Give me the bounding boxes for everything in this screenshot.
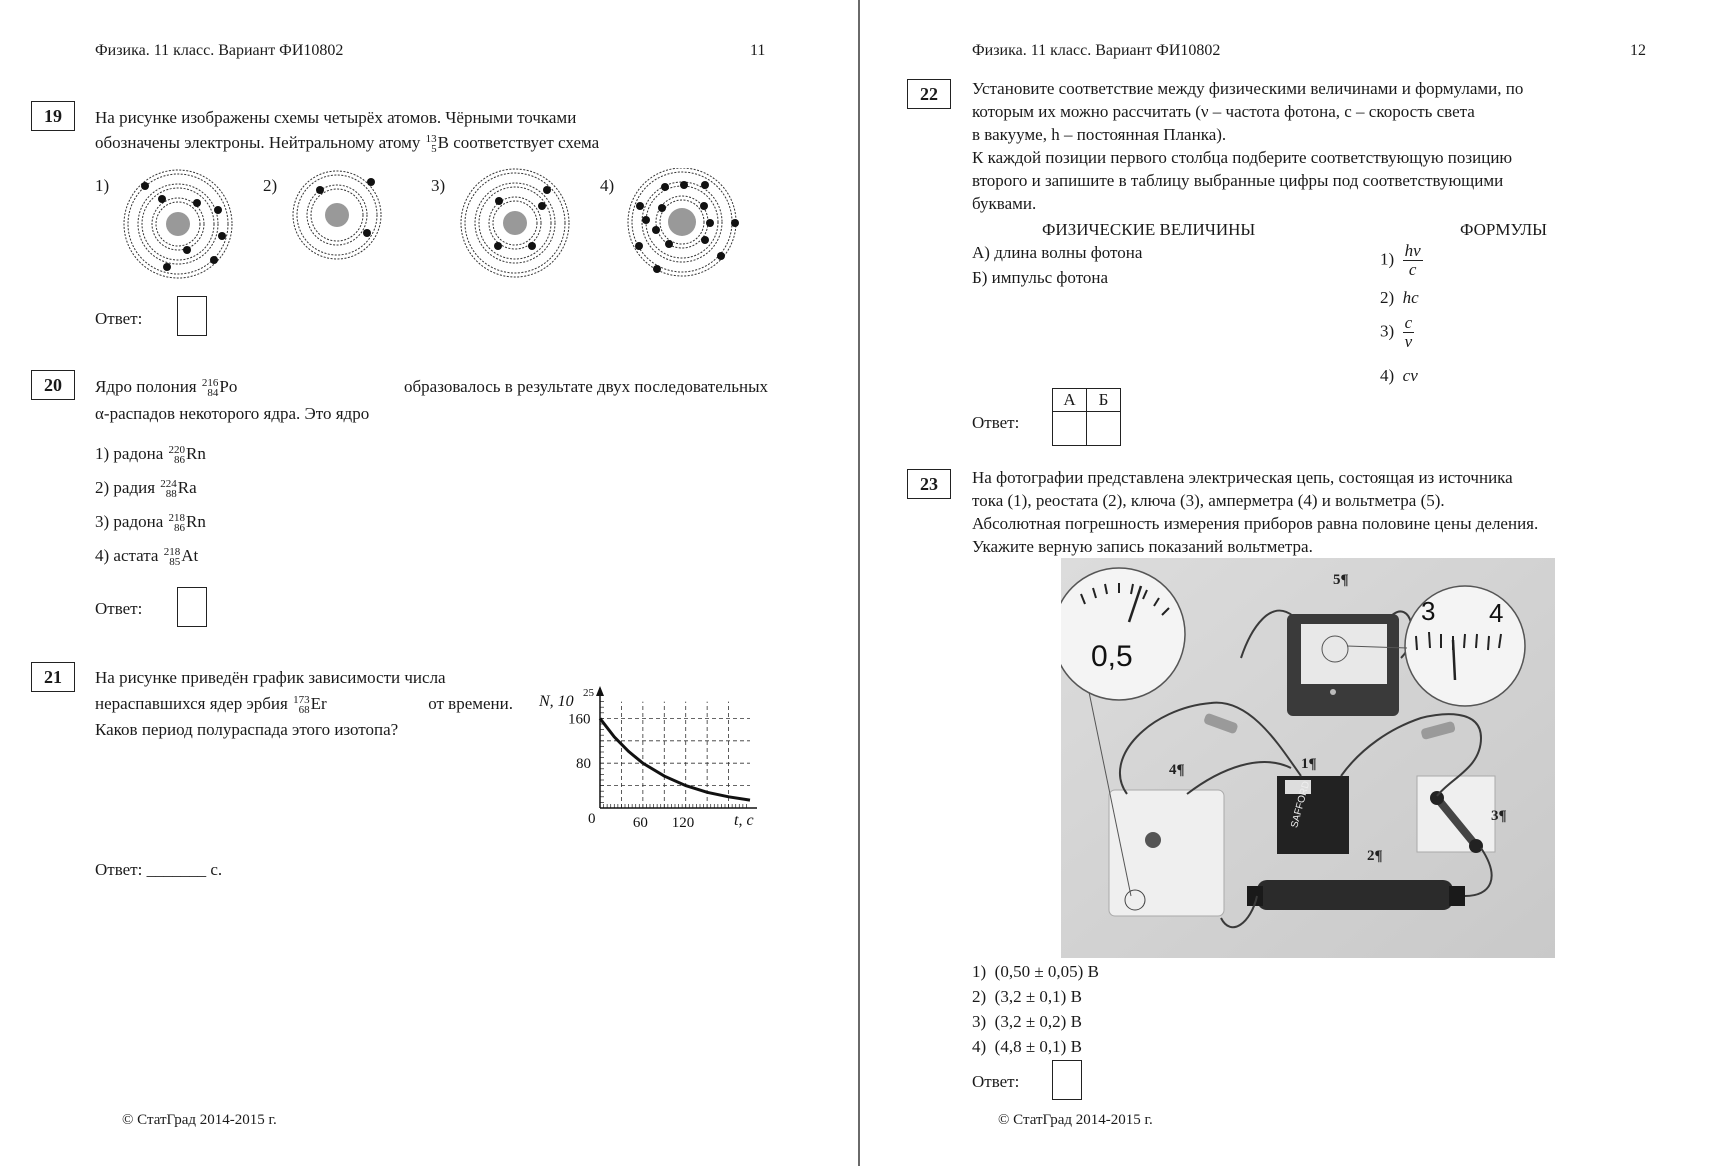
atom-diagram-2 bbox=[292, 168, 386, 262]
answer-box-19[interactable] bbox=[177, 296, 207, 336]
x-tick-label: 0 bbox=[588, 811, 596, 827]
formula-4: 4) cν bbox=[1380, 366, 1418, 385]
answer-table-22 bbox=[1052, 388, 1121, 446]
atom-diagram-1 bbox=[120, 168, 240, 282]
formula-1: 1) $\frac{h\nu}{c}$ bbox=[1380, 241, 1421, 279]
option-3: 3) (3,2 ± 0,2) В bbox=[972, 1012, 1082, 1031]
label-1: 1¶ bbox=[1301, 756, 1317, 772]
option-4: 4) (4,8 ± 0,1) В bbox=[972, 1037, 1082, 1056]
q23-line4: Укажите верную запись показаний вольтметра. bbox=[972, 537, 1313, 556]
q21-text-start: нераспавшихся ядер эрбия bbox=[95, 694, 288, 713]
option-3: 3) радона 218 86 Rn bbox=[95, 512, 206, 535]
formula-2: 2) hc bbox=[1380, 288, 1419, 307]
q19-text-end: соответствует схема bbox=[453, 133, 600, 152]
q23-line2: тока (1), реостата (2), ключа (3), амперметра (4) и вольтметра (5). bbox=[972, 491, 1445, 510]
question-number: 21 bbox=[31, 662, 75, 692]
answer-label: Ответ: bbox=[972, 413, 1020, 432]
atom-diagram-3 bbox=[458, 168, 574, 282]
x-tick-label: 120 bbox=[671, 815, 695, 830]
q22-p1-line3: в вакууме, h – постоянная Планка). bbox=[972, 125, 1227, 144]
decay-chart bbox=[535, 684, 757, 830]
y-axis-arrow bbox=[596, 686, 604, 696]
question-number: 19 bbox=[31, 101, 75, 131]
option-4: 4) астата 218 85 At bbox=[95, 546, 199, 569]
q22-p2-line2: второго и запишите в таблицу выбранные цифры под соответствующими bbox=[972, 171, 1504, 190]
answer-label: Ответ: bbox=[95, 599, 143, 618]
footer: © СтатГрад 2014-2015 г. bbox=[122, 1112, 277, 1128]
page-header: Физика. 11 класс. Вариант ФИ10802 bbox=[972, 42, 1221, 59]
circuit-photo bbox=[1061, 558, 1555, 958]
label-3: 3¶ bbox=[1491, 808, 1507, 824]
answer-cell-a[interactable] bbox=[1053, 412, 1087, 446]
answer-label: Ответ: bbox=[972, 1072, 1020, 1091]
voltmeter-scale-3: 3 bbox=[1421, 596, 1436, 626]
q21-text-end: от времени. bbox=[428, 694, 513, 713]
atom-diagram-4 bbox=[626, 168, 748, 280]
page-number: 12 bbox=[1630, 42, 1646, 59]
question-20-line2: α-распадов некоторого ядра. Это ядро bbox=[95, 404, 370, 423]
element-symbol: B bbox=[437, 133, 450, 152]
nuclide-b: 13 5 bbox=[425, 133, 437, 156]
table-header-a: А bbox=[1053, 389, 1087, 412]
formula-3: 3) $\frac{c}{\nu}$ bbox=[1380, 313, 1413, 351]
option-2: 2) радия 224 88 Ra bbox=[95, 478, 197, 501]
decay-curve bbox=[600, 718, 750, 800]
atom-label-4: 4) bbox=[600, 176, 615, 195]
page-header: Физика. 11 класс. Вариант ФИ10802 bbox=[95, 42, 344, 59]
q22-p2-line3: буквами. bbox=[972, 194, 1037, 213]
q22-p2-line1: К каждой позиции первого столбца подберите соответствующую позицию bbox=[972, 148, 1513, 167]
quantity-b: Б) импульс фотона bbox=[972, 268, 1109, 287]
q19-text: обозначены электроны. Нейтральному атому bbox=[95, 133, 421, 152]
question-21-line1: На рисунке приведён график зависимости числа bbox=[95, 668, 446, 687]
nuclide-po: 216 84 bbox=[201, 377, 219, 400]
answer-box-23[interactable] bbox=[1052, 1060, 1082, 1100]
q22-p1-line2: которым их можно рассчитать (ν – частота фотона, c – скорость света bbox=[972, 102, 1475, 121]
footer: © СтатГрад 2014-2015 г. bbox=[998, 1112, 1153, 1128]
question-19-line2 bbox=[95, 131, 775, 154]
question-21-line3: Каков период полураспада этого изотопа? bbox=[95, 720, 399, 739]
option-1: 1) (0,50 ± 0,05) В bbox=[972, 962, 1099, 981]
y-tick-label: 80 bbox=[576, 756, 591, 773]
y-tick-label: 160 bbox=[568, 711, 591, 728]
label-5: 5¶ bbox=[1333, 572, 1349, 588]
ammeter-scale-reading: 0,5 bbox=[1091, 640, 1133, 673]
question-19-line1: На рисунке изображены схемы четырёх атомов. Чёрными точками bbox=[95, 108, 577, 127]
question-number: 20 bbox=[31, 370, 75, 400]
table-header-b: Б bbox=[1087, 389, 1121, 412]
option-2: 2) (3,2 ± 0,1) В bbox=[972, 987, 1082, 1006]
column-title-quantities: ФИЗИЧЕСКИЕ ВЕЛИЧИНЫ bbox=[1042, 220, 1256, 239]
y-axis-exponent: 25 bbox=[583, 687, 594, 699]
x-axis-label: t, с bbox=[734, 812, 754, 829]
option-1: 1) радона 220 86 Rn bbox=[95, 444, 206, 467]
question-number: 22 bbox=[907, 79, 951, 109]
answer-label: Ответ: bbox=[95, 309, 143, 328]
question-number: 23 bbox=[907, 469, 951, 499]
q20-text-start: Ядро полония bbox=[95, 377, 197, 396]
right-page bbox=[862, 0, 1716, 1166]
q20-text-end: образовалось в результате двух последовательных bbox=[404, 377, 768, 396]
q22-p1-line1: Установите соответствие между физическими величинами и формулами, по bbox=[972, 79, 1524, 98]
atom-label-3: 3) bbox=[431, 176, 446, 195]
question-21-line2 bbox=[95, 692, 513, 715]
element-symbol: Er bbox=[310, 694, 327, 713]
question-20-line1 bbox=[95, 375, 768, 398]
answer-box-20[interactable] bbox=[177, 587, 207, 627]
column-title-formulas: ФОРМУЛЫ bbox=[1460, 220, 1547, 239]
atom-label-1: 1) bbox=[95, 176, 110, 195]
battery-label: SAFFORD bbox=[1289, 780, 1313, 830]
x-tick-label: 60 bbox=[632, 815, 648, 830]
atom-label-2: 2) bbox=[263, 176, 278, 195]
label-2: 2¶ bbox=[1367, 848, 1383, 864]
answer-21: Ответ: _______ с. bbox=[95, 860, 223, 879]
label-4: 4¶ bbox=[1169, 762, 1185, 778]
voltmeter-scale-4: 4 bbox=[1489, 598, 1504, 628]
page-divider bbox=[858, 0, 860, 1166]
quantity-a: А) длина волны фотона bbox=[972, 243, 1143, 262]
answer-cell-b[interactable] bbox=[1087, 412, 1121, 446]
nuclide-er: 173 68 bbox=[293, 694, 310, 717]
page-number: 11 bbox=[750, 42, 766, 59]
q23-line3: Абсолютная погрешность измерения приборов равна половине цены деления. bbox=[972, 514, 1539, 533]
q23-line1: На фотографии представлена электрическая цепь, состоящая из источника bbox=[972, 468, 1513, 487]
element-symbol: Po bbox=[219, 377, 238, 396]
y-axis-label: N, 10 bbox=[539, 693, 574, 710]
